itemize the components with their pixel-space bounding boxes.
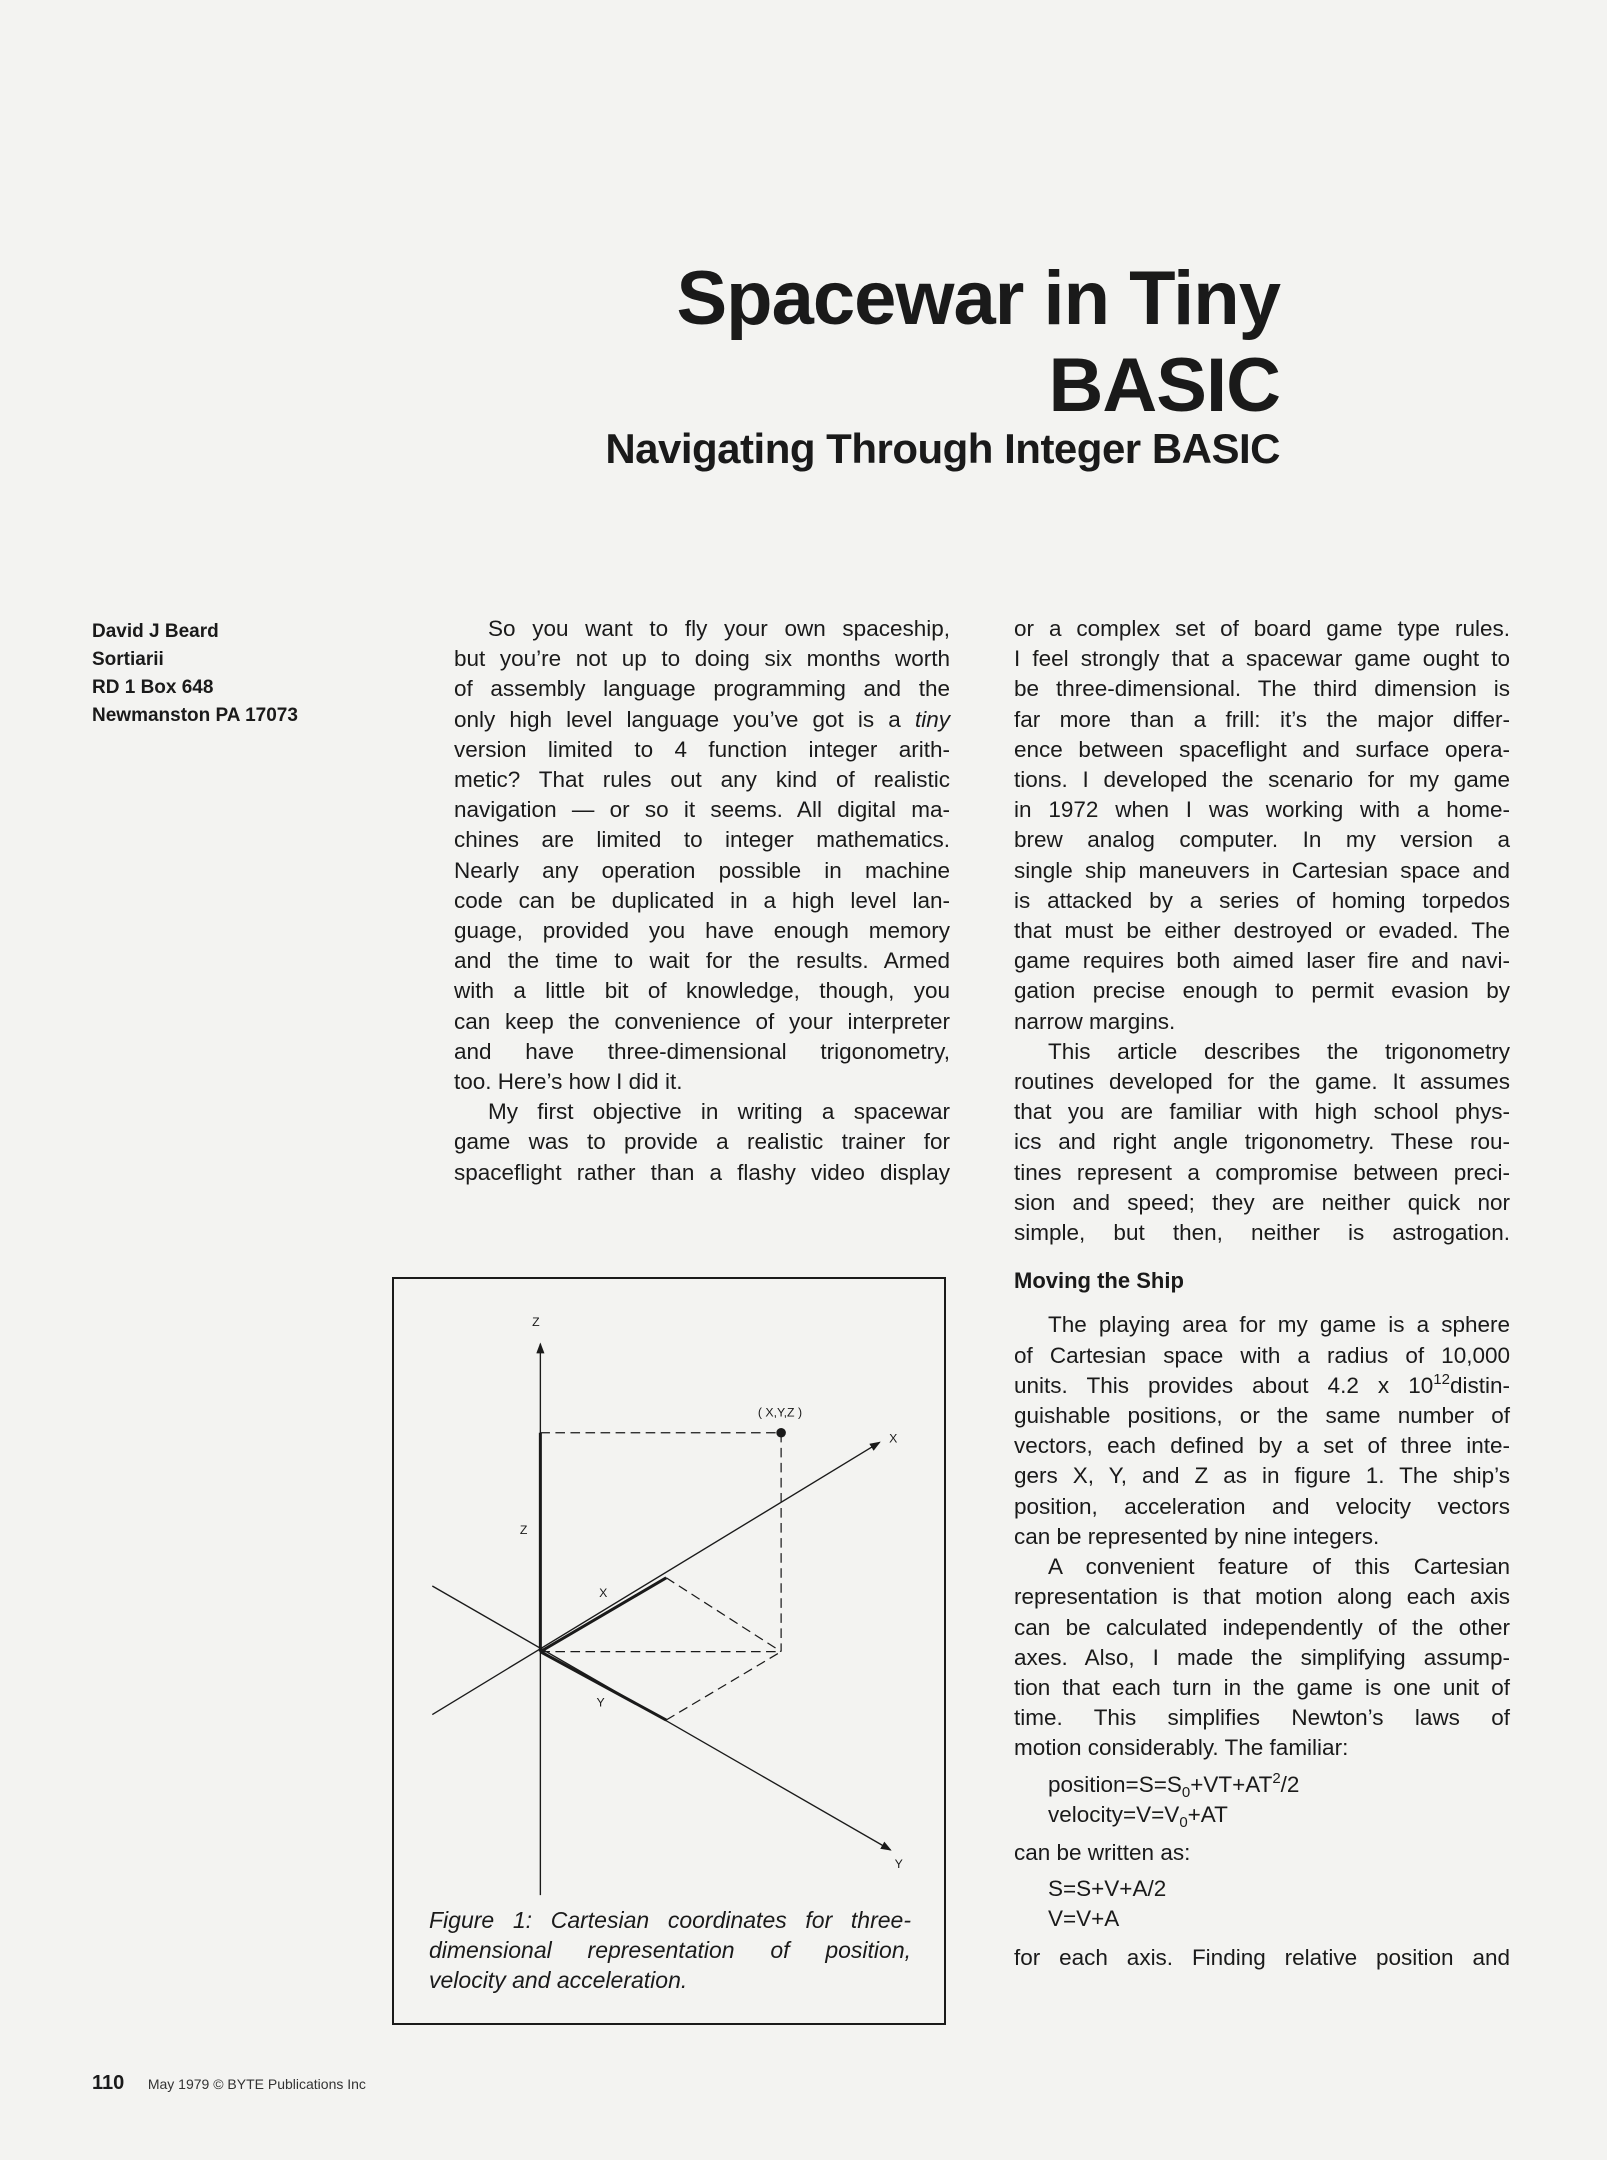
text-segment: tiny <box>914 706 950 732</box>
text-line <box>1014 1582 1510 1612</box>
text-line <box>454 916 950 946</box>
superscript: 2 <box>1272 1769 1281 1787</box>
text-segment: position, acceleration and velocity vectors <box>1014 1493 1510 1519</box>
text-line <box>1014 1188 1510 1218</box>
text-line <box>1014 1310 1510 1340</box>
text-segment: axes. Also, I made the simplifying assump- <box>1014 1644 1510 1670</box>
text-segment: far more than a frill: it’s the major differ- <box>1014 706 1510 732</box>
text-line: can be written as: <box>1014 1839 1191 1865</box>
article-subtitle: Navigating Through Integer BASIC <box>605 425 1280 472</box>
label-point: ( X,Y,Z ) <box>757 1405 803 1420</box>
text-segment: tions. I developed the scenario for my game <box>1014 767 1510 793</box>
text-segment: navigation — or so it seems. All digital ma- <box>454 797 950 823</box>
subscript: 0 <box>1181 1783 1191 1801</box>
author-org: Sortiarii <box>92 649 164 670</box>
text-segment: motion considerably. The familiar: <box>1014 1735 1349 1761</box>
text-segment: guage, provided you have enough memory <box>454 918 950 944</box>
text-segment: and the time to wait for the results. Armed <box>454 948 950 974</box>
text-line <box>454 674 950 704</box>
text-segment: chines are limited to integer mathematics. <box>454 827 950 853</box>
subscript: 0 <box>1179 1813 1188 1831</box>
text-line <box>1014 1492 1510 1522</box>
col2-paragraphs-2 <box>1014 1310 1510 1763</box>
text-segment: position=S=S <box>1048 1771 1182 1797</box>
text-line <box>454 1067 950 1097</box>
text-line: for each axis. Finding relative position and <box>1014 1944 1510 1970</box>
text-line <box>1014 1703 1510 1733</box>
text-segment: of Cartesian space with a radius of 10,000 <box>1014 1342 1510 1368</box>
text-line <box>454 1127 950 1157</box>
text-line <box>1014 825 1510 855</box>
text-line <box>1014 1733 1510 1763</box>
text-line <box>454 735 950 765</box>
text-segment: The playing area for my game is a sphere <box>1048 1312 1510 1338</box>
text-segment: in 1972 when I was working with a home- <box>1014 797 1510 823</box>
text-segment: +AT <box>1187 1801 1228 1827</box>
text-segment: My first objective in writing a spacewar <box>488 1099 950 1125</box>
text-line <box>1014 1037 1510 1067</box>
text-segment: routines developed for the game. It assumes <box>1014 1069 1510 1095</box>
equation-block-2 <box>1014 1874 1510 1934</box>
text-line <box>454 946 950 976</box>
text-line <box>1014 1613 1510 1643</box>
text-line <box>454 614 950 644</box>
text-segment: I feel strongly that a spacewar game ought to <box>1014 646 1510 672</box>
footer-credit: May 1979 © BYTE Publications Inc <box>147 2076 366 2092</box>
text-segment: sion and speed; they are neither quick nor <box>1014 1189 1510 1215</box>
text-line <box>1014 1673 1510 1703</box>
text-line <box>454 705 950 735</box>
caption-line: Figure 1: Cartesian coordinates for three- <box>429 1907 911 1933</box>
figure-1 <box>392 1277 946 2025</box>
text-line <box>1014 1522 1510 1552</box>
col1-paragraphs <box>454 614 950 1188</box>
text-line <box>454 644 950 674</box>
text-segment: can be represented by nine integers. <box>1014 1523 1380 1549</box>
text-line <box>1014 735 1510 765</box>
page-number: 110 <box>92 2072 125 2094</box>
text-line <box>1014 1218 1510 1248</box>
text-line <box>1014 946 1510 976</box>
text-line <box>1014 1461 1510 1491</box>
text-line <box>1014 1874 1510 1904</box>
column-2 <box>1014 614 1510 1973</box>
text-segment: that must be either destroyed or evaded. The <box>1014 918 1510 944</box>
text-segment: representation is that motion along each axis <box>1014 1584 1510 1610</box>
text-segment: /2 <box>1280 1771 1300 1797</box>
text-segment: tines represent a compromise between preci- <box>1014 1159 1510 1185</box>
text-segment: metic? That rules out any kind of realistic <box>454 767 950 793</box>
y-segment <box>540 1652 666 1720</box>
x-axis <box>432 1442 879 1714</box>
text-segment: code can be duplicated in a high level lan- <box>454 887 950 913</box>
text-line <box>1014 795 1510 825</box>
text-line <box>1014 886 1510 916</box>
text-segment: gation precise enough to permit evasion by <box>1014 978 1510 1004</box>
text-line <box>1014 1552 1510 1582</box>
text-segment: or a complex set of board game type rules. <box>1014 616 1510 641</box>
text-line <box>1014 856 1510 886</box>
text-segment: single ship maneuvers in Cartesian space and <box>1014 857 1510 883</box>
section-heading: Moving the Ship <box>1014 1268 1184 1294</box>
text-line <box>1014 1341 1510 1371</box>
text-segment: that you are familiar with high school phys- <box>1014 1099 1510 1125</box>
text-line <box>454 1007 950 1037</box>
text-line <box>1014 1127 1510 1157</box>
text-segment: V=V+A <box>1048 1906 1120 1932</box>
col2-paragraphs <box>1014 614 1510 1248</box>
label-x-seg: X <box>599 1585 608 1600</box>
author-block <box>92 618 298 730</box>
dashed-y-proj <box>666 1652 781 1720</box>
text-line <box>1014 1007 1510 1037</box>
text-segment: game was to provide a realistic trainer for <box>454 1129 950 1155</box>
text-line <box>454 765 950 795</box>
text-segment: and have three-dimensional trigonometry, <box>454 1038 950 1064</box>
equation-block-1 <box>1014 1770 1510 1830</box>
text-line <box>454 1097 950 1127</box>
text-segment: This article describes the trigonometry <box>1048 1038 1510 1064</box>
text-line <box>1014 1643 1510 1673</box>
author-name: David J Beard <box>92 621 219 642</box>
text-segment: only high level language you’ve got is a <box>454 706 915 732</box>
text-segment: time. This simplifies Newton’s laws of <box>1014 1705 1510 1731</box>
text-segment: S=S+V+A/2 <box>1048 1876 1167 1902</box>
text-line <box>454 1037 950 1067</box>
label-y-seg: Y <box>596 1695 605 1710</box>
text-segment: narrow margins. <box>1014 1008 1176 1034</box>
text-line <box>1014 976 1510 1006</box>
text-segment: with a little bit of knowledge, though, you <box>454 978 950 1004</box>
text-line <box>454 795 950 825</box>
text-segment: ence between spaceflight and surface opera- <box>1014 736 1510 762</box>
column-1 <box>454 614 950 1188</box>
text-line <box>1014 1431 1510 1461</box>
point-marker <box>776 1428 786 1438</box>
text-line <box>454 1158 950 1188</box>
label-z-top: Z <box>532 1315 540 1330</box>
text-segment: spaceflight rather than a flashy video display <box>454 1159 950 1185</box>
text-segment: A convenient feature of this Cartesian <box>1048 1554 1510 1580</box>
dashed-x-proj <box>666 1578 781 1652</box>
text-segment: ics and right angle trigonometry. These rou- <box>1014 1129 1510 1155</box>
text-segment: units. This provides about 4.2 x 10 <box>1014 1372 1434 1398</box>
text-line <box>454 976 950 1006</box>
text-line <box>1014 1371 1510 1401</box>
text-line <box>1014 1770 1510 1800</box>
label-x-axis: X <box>889 1431 898 1446</box>
article-title: Spacewar in Tiny BASIC <box>676 256 1280 428</box>
text-segment: Nearly any operation possible in machine <box>454 857 950 883</box>
text-line <box>1014 614 1510 644</box>
text-line <box>1014 1158 1510 1188</box>
label-z-side: Z <box>519 1522 528 1537</box>
text-segment: be three-dimensional. The third dimension is <box>1014 676 1510 702</box>
text-line <box>454 886 950 916</box>
text-line <box>1014 1067 1510 1097</box>
text-segment: but you’re not up to doing six months worth <box>454 646 950 672</box>
text-line <box>1014 765 1510 795</box>
text-segment: tion that each turn in the game is one unit of <box>1014 1674 1510 1700</box>
caption-line: velocity and acceleration. <box>429 1967 688 1993</box>
text-segment: simple, but then, neither is astrogation. <box>1014 1220 1510 1246</box>
text-segment: distin- <box>1449 1372 1510 1398</box>
superscript: 12 <box>1433 1370 1450 1388</box>
author-city: Newmanston PA 17073 <box>92 705 298 726</box>
text-segment: brew analog computer. In my version a <box>1014 827 1510 853</box>
page-footer <box>92 2072 366 2095</box>
text-segment: of assembly language programming and the <box>454 676 950 702</box>
figure-caption <box>429 1905 911 1995</box>
text-line <box>1014 1401 1510 1431</box>
text-segment: gers X, Y, and Z as in figure 1. The ship’s <box>1014 1463 1510 1489</box>
caption-line: dimensional representation of position, <box>429 1937 911 1963</box>
text-segment: too. Here’s how I did it. <box>454 1069 683 1095</box>
text-line <box>454 856 950 886</box>
label-y-axis: Y <box>894 1856 903 1871</box>
text-line <box>1014 1097 1510 1127</box>
text-segment: vectors, each defined by a set of three inte- <box>1014 1433 1510 1459</box>
text-segment: is attacked by a series of homing torpedos <box>1014 887 1510 913</box>
text-segment: game requires both aimed laser fire and navi- <box>1014 948 1510 974</box>
text-segment: can be calculated independently of the other <box>1014 1614 1510 1640</box>
text-segment: guishable positions, or the same number of <box>1014 1403 1510 1429</box>
text-line <box>1014 644 1510 674</box>
text-line <box>1014 916 1510 946</box>
text-segment: can keep the convenience of your interpreter <box>454 1008 950 1034</box>
text-line <box>1014 674 1510 704</box>
text-segment: version limited to 4 function integer arith- <box>454 736 950 762</box>
text-segment: So you want to fly your own spaceship, <box>488 616 950 641</box>
author-address: RD 1 Box 648 <box>92 677 214 698</box>
text-line <box>1014 705 1510 735</box>
text-segment: +VT+AT <box>1190 1771 1273 1797</box>
text-line <box>1014 1800 1510 1830</box>
text-line <box>454 825 950 855</box>
text-segment: velocity=V=V <box>1048 1801 1180 1827</box>
text-line <box>1014 1904 1510 1934</box>
